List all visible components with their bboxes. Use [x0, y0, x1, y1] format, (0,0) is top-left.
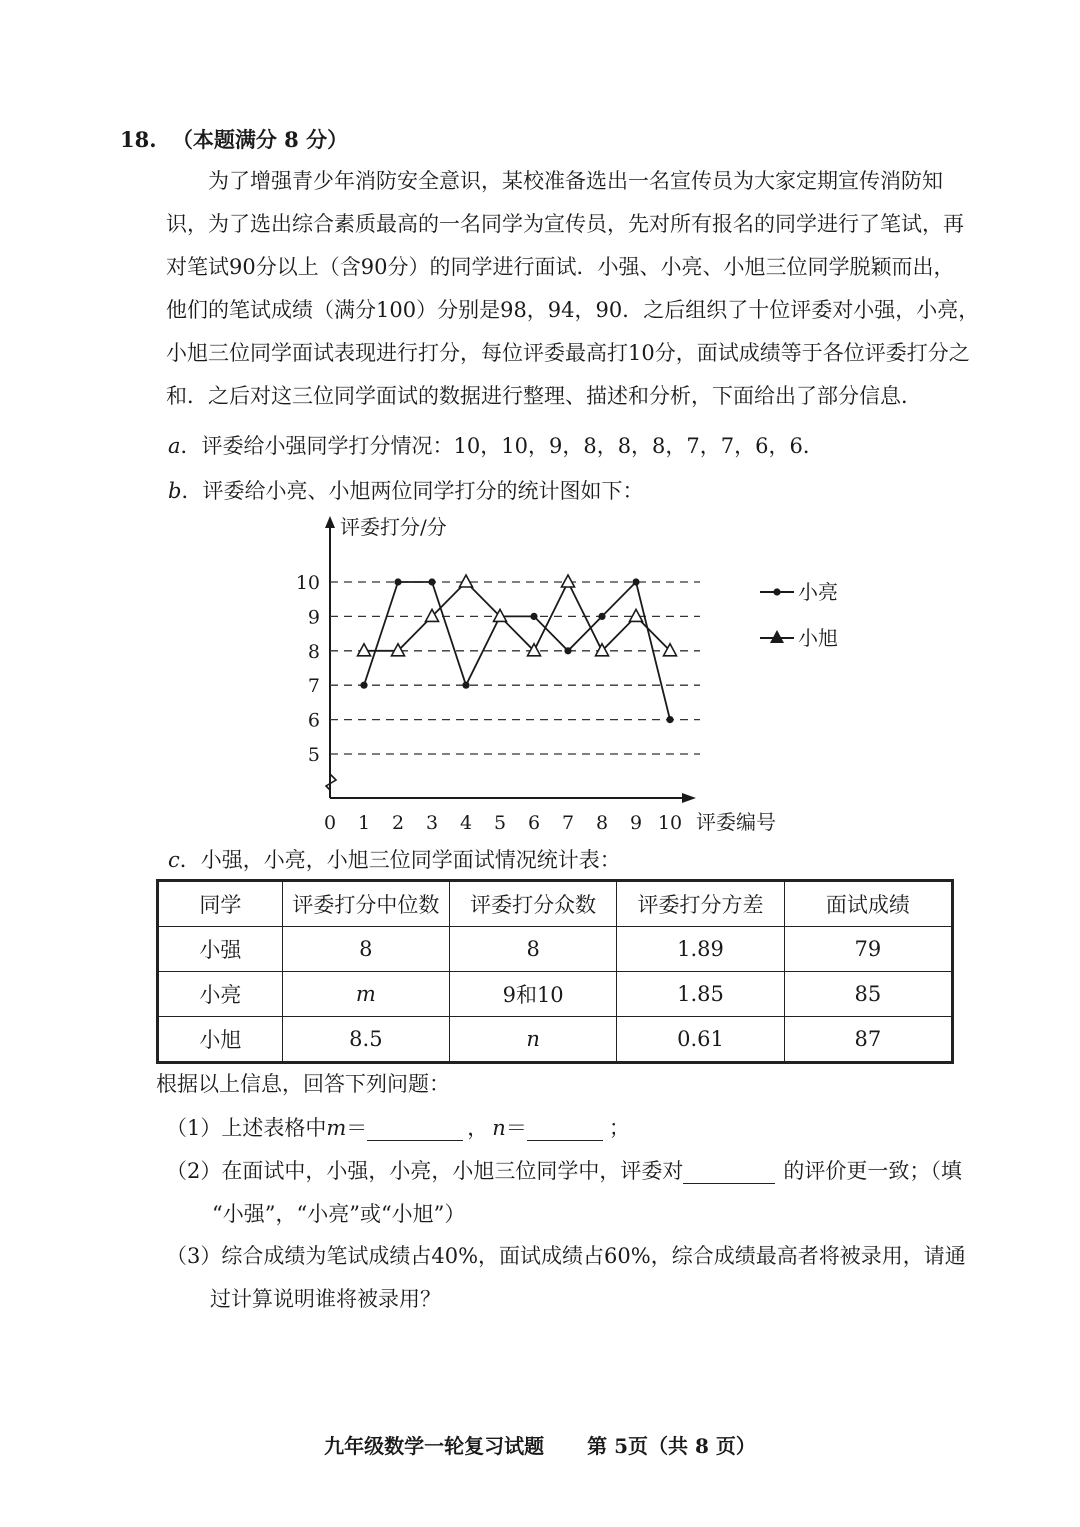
table-cell: n	[450, 1017, 617, 1063]
table-cell: 8.5	[282, 1017, 449, 1063]
table-cell: 0.61	[617, 1017, 784, 1063]
table-cell: 9和10	[450, 972, 617, 1017]
q1-m-blank[interactable]	[367, 1116, 463, 1141]
stats-table	[156, 879, 954, 1064]
table-cell: 87	[784, 1017, 952, 1063]
item-a	[168, 430, 824, 460]
table-cell: m	[282, 972, 449, 1017]
y-tick-label: 6	[307, 709, 320, 732]
legend-label: 小旭	[798, 626, 838, 650]
item-c-text: ．小强，小亮，小旭三位同学面试情况统计表：	[179, 848, 621, 872]
x-tick-label: 5	[493, 812, 507, 834]
question-3	[166, 1240, 966, 1270]
data-point-triangle	[562, 575, 575, 587]
item-c	[168, 844, 621, 874]
y-axis-label: 评委打分/分	[340, 515, 447, 539]
data-point-dot	[564, 647, 571, 654]
table-header-row	[158, 881, 953, 927]
x-tick-label: 10	[657, 812, 683, 834]
x-tick-label: 1	[357, 812, 371, 834]
paragraph-line: 小旭三位同学面试表现进行打分，每位评委最高打10分，面试成绩等于各位评委打分之	[166, 341, 970, 365]
x-tick-label: 6	[527, 812, 541, 834]
y-tick-label: 10	[295, 572, 320, 594]
q1-end: ；	[608, 1116, 630, 1140]
table-cell: 1.89	[617, 927, 784, 972]
paragraph-line: 对笔试90分以上（含90分）的同学进行面试．小强、小亮、小旭三位同学脱颖而出，	[166, 255, 955, 279]
table-cell: 79	[784, 927, 952, 972]
q3-number: （3）	[166, 1244, 222, 1268]
y-axis-arrow	[325, 516, 335, 528]
table-cell: 85	[784, 972, 952, 1017]
data-point-dot	[428, 578, 435, 585]
table-cell: 小亮	[158, 972, 283, 1017]
q2-post: 的评价更一致；（填	[783, 1159, 962, 1183]
q3-line1: 综合成绩为笔试成绩占40%，面试成绩占60%，综合成绩最高者将被录用，请通	[221, 1244, 966, 1268]
q1-comma: ，	[467, 1116, 489, 1140]
q2-line2: “小强”，“小亮”或“小旭”）	[212, 1202, 466, 1226]
q2-blank[interactable]	[683, 1159, 775, 1184]
y-tick-label: 5	[307, 744, 320, 766]
q1-pre: 上述表格中	[221, 1116, 327, 1140]
x-tick-label: 4	[459, 812, 473, 834]
paragraph-line: 为了增强青少年消防安全意识，某校准备选出一名宣传员为大家定期宣传消防知	[208, 169, 943, 193]
footer-page: 第 5页（共 8 页）	[587, 1434, 756, 1458]
item-b-text: ．评委给小亮、小旭两位同学打分的统计图如下：	[181, 479, 644, 503]
table-row	[158, 927, 953, 972]
x-axis-arrow	[682, 793, 696, 803]
table-header-cell: 面试成绩	[784, 881, 952, 927]
q1-eq2: ＝	[505, 1116, 527, 1140]
table-cell: 小强	[158, 927, 283, 972]
paragraph-line: 和．之后对这三位同学面试的数据进行整理、描述和分析，下面给出了部分信息．	[166, 384, 922, 408]
table-cell: 8	[450, 927, 617, 972]
x-tick-label: 2	[391, 812, 405, 834]
x-axis-label: 评委编号	[696, 810, 776, 834]
item-b-label: b	[168, 479, 182, 503]
table-cell: 小旭	[158, 1017, 283, 1063]
x-tick-label: 7	[561, 812, 575, 834]
question-header	[120, 124, 348, 154]
y-tick-label: 8	[307, 640, 320, 663]
prompt-text: 根据以上信息，回答下列问题：	[156, 1072, 450, 1096]
data-point-dot	[462, 682, 469, 689]
item-b	[168, 475, 643, 505]
legend-triangle-marker	[770, 630, 784, 643]
data-point-triangle	[358, 644, 371, 656]
q2-pre: 在面试中，小强，小亮，小旭三位同学中，评委对	[221, 1159, 684, 1183]
legend-label: 小亮	[798, 580, 838, 604]
paragraph-line: 识，为了选出综合素质最高的一名同学为宣传员，先对所有报名的同学进行了笔试，再	[166, 212, 964, 236]
x-tick-label: 8	[595, 812, 609, 834]
data-point-dot	[530, 613, 537, 620]
data-point-dot	[598, 613, 605, 620]
table-header-cell: 同学	[158, 881, 283, 927]
table-cell: 1.85	[617, 972, 784, 1017]
question-2	[166, 1155, 962, 1185]
item-a-label: a	[168, 434, 181, 458]
table-row	[158, 1017, 953, 1063]
data-point-dot	[666, 716, 673, 723]
score-note: （本题满分 8 分）	[171, 127, 349, 152]
q3-line2: 过计算说明谁将被录用？	[210, 1287, 441, 1311]
data-point-dot	[360, 682, 367, 689]
q1-eq: ＝	[346, 1116, 368, 1140]
item-a-text: ．评委给小强同学打分情况：10，10，9，8，8，8，7，7，6，6．	[180, 434, 824, 458]
q1-n: n	[492, 1116, 506, 1140]
question-paragraph	[166, 160, 986, 418]
score-line-chart	[290, 512, 838, 842]
footer-title: 九年级数学一轮复习试题	[324, 1434, 545, 1458]
q1-n-blank[interactable]	[527, 1116, 603, 1141]
data-point-dot	[394, 578, 401, 585]
x-tick-label: 3	[425, 812, 439, 834]
legend-dot-marker	[773, 588, 780, 595]
table-header-cell: 评委打分方差	[617, 881, 784, 927]
page-footer	[0, 1430, 1080, 1459]
question-number: 18.	[120, 127, 157, 152]
q1-m: m	[326, 1116, 347, 1140]
table-body	[158, 927, 953, 1063]
q2-number: （2）	[166, 1159, 222, 1183]
table-header-cell: 评委打分中位数	[282, 881, 449, 927]
y-tick-label: 7	[307, 675, 320, 698]
q1-number: （1）	[166, 1116, 222, 1140]
data-point-triangle	[460, 575, 473, 587]
table-cell: 8	[282, 927, 449, 972]
table-header-cell: 评委打分众数	[450, 881, 617, 927]
question-1	[166, 1112, 630, 1142]
item-c-label: c	[168, 848, 180, 872]
x-tick-label: 9	[629, 812, 643, 834]
paragraph-line: 他们的笔试成绩（满分100）分别是98，94，90．之后组织了十位评委对小强，小亮，	[166, 298, 980, 322]
data-point-triangle	[630, 609, 643, 621]
table-row	[158, 972, 953, 1017]
x-tick-label: 0	[323, 812, 337, 834]
y-tick-label: 9	[307, 606, 320, 629]
data-point-dot	[632, 578, 639, 585]
